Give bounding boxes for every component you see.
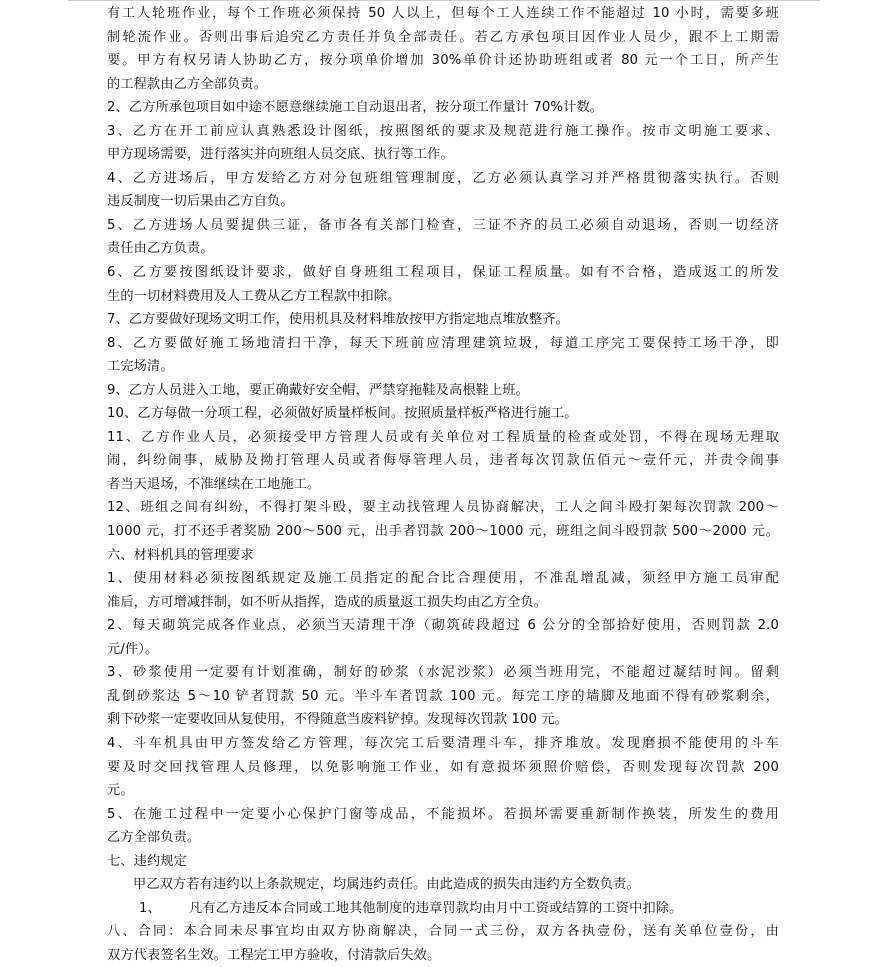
text-line: 要。甲方有权另请人协助乙方，按分项单价增加 30%单价计还协助班组或者 80 元一个工日，所产生 [107, 53, 779, 69]
text-line: 8、乙方要做好施工场地清扫干净，每天下班前应清理建筑垃圾，每道工序完工要保持工场干净，即 [107, 335, 779, 351]
text-line: 双方代表签名生效。工程完工甲方验收，付清款后失效。 [107, 947, 441, 963]
text-line: 2、每天砌筑完成各作业点，必须当天清理干净（砌筑砖段超过 6 公分的全部拾好使用，否则罚款 2.0 [107, 618, 779, 634]
text-line: 12、班组之间有纠纷，不得打架斗殴，要主动找管理人员协商解决，工人之间斗殴打架每次罚款 200～ [107, 500, 779, 516]
text-line: 3、砂浆使用一定要有计划准确，制好的砂浆（水泥沙浆）必须当班用完，不能超过凝结时间。留剩 [107, 665, 779, 681]
text-line: 责任由乙方负责。 [107, 241, 214, 257]
item-text: 凡有乙方违反本合同或工地其他制度的违章罚款均由月中工资或结算的工资中扣除。 [189, 900, 683, 916]
text-line: 2、乙方所承包项目如中途不愿意继续施工自动退出者，按分项工作量计 70%计数。 [107, 100, 604, 116]
text-line: 六、材料机具的管理要求 [107, 547, 254, 563]
text-line: 7、乙方要做好现场文明工作，使用机具及材料堆放按甲方指定地点堆放整齐。 [107, 312, 570, 328]
text-line: 七、违约规定 [107, 853, 188, 869]
text-line: 八、合同：本合同未尽事宜均由双方协商解决，合同一式三份，双方各执壹份，送有关单位壹份，由 [107, 924, 779, 940]
text-line: 闹，纠纷闹事，威胁及拗打管理人员或者侮辱管理人员，违者每次罚款伍佰元～壹仟元，并责令闹事 [107, 453, 779, 469]
text-line: 1、使用材料必须按图纸规定及施工员指定的配合比合理使用，不准乱增乱减，须经甲方施工员审配 [107, 571, 779, 587]
text-line: 9、乙方人员进入工地，要正确戴好安全帽，严禁穿拖鞋及高根鞋上班。 [107, 382, 529, 398]
text-line: 生的一切材料费用及人工费从乙方工程款中扣除。 [107, 288, 401, 304]
text-line: 工完场清。 [107, 359, 174, 375]
text-line: 剩下砂浆一定要收回从复使用，不得随意当废料铲掉。发现每次罚款 100 元。 [107, 712, 569, 728]
text-line: 的工程款由乙方全部负责。 [107, 76, 268, 92]
text-line: 甲方现场需要，进行落实并向班组人员交底、执行等工作。 [107, 147, 454, 163]
text-line: 元/件）。 [107, 641, 159, 657]
item-number: 1、 [139, 900, 161, 916]
text-line: 乱倒砂浆达 5～10 铲者罚款 50 元。半斗车者罚款 100 元。每完工序的墙脚及地面不得有砂浆剩余， [107, 688, 779, 704]
document-body [107, 2, 779, 967]
text-line: 5、在施工过程中一定要小心保护门窗等成品，不能损坏。若损坏需要重新制作换装，所发生的费用 [107, 806, 779, 822]
text-line: 3、乙方在开工前应认真熟悉设计图纸，按照图纸的要求及规范进行施工操作。按市文明施工要求、 [107, 123, 779, 139]
text-line: 5、乙方进场人员要提供三证，备市各有关部门检查，三证不齐的员工必须自动退场，否则一切经济 [107, 217, 779, 233]
text-line: 违反制度一切后果由乙方自负。 [107, 194, 294, 210]
text-line: 4、斗车机具由甲方签发给乙方管理，每次完工后要清理斗车，排齐堆放。发现磨损不能使用的斗车 [107, 735, 779, 751]
text-line: 准后，方可增减拌制，如不听从指挥，造成的质量返工损失均由乙方全负。 [107, 594, 548, 610]
text-line: 4、乙方进场后，甲方发给乙方对分包班组管理制度，乙方必须认真学习并严格贯彻落实执行。否则 [107, 170, 779, 186]
text-line: 者当天退场，不准继续在工地施工。 [107, 476, 321, 492]
text-line: 11、乙方作业人员，必须接受甲方管理人员或有关单位对工程质量的检查或处罚，不得在现场无理取 [107, 429, 779, 445]
text-line: 1000 元，打不还手者奖励 200～500 元，出手者罚款 200～1000 元，班组之间斗殴罚款 500～2000 元。 [107, 524, 779, 540]
text-line: 要及时交回找管理人员修理，以免影响施工作业，如有意损坏须照价赔偿，否则发现每次罚款 200 [107, 759, 779, 775]
text-line: 有工人轮班作业，每个工作班必须保持 50 人以上，但每个工人连续工作不能超过 10 小时，需要多班 [107, 6, 779, 21]
text-line: 乙方全部负责。 [107, 830, 201, 846]
text-line: 10、乙方每做一分项工程，必须做好质量样板间。按照质量样板严格进行施工。 [107, 406, 578, 422]
top-rule [68, 0, 820, 1]
text-line [107, 897, 779, 921]
text-line: 制轮流作业。否则出事后追究乙方责任并负全部责任。若乙方承包项目因作业人员少，跟不上工期需 [107, 29, 779, 45]
text-line: 6、乙方要按图纸设计要求，做好自身班组工程项目，保证工程质量。如有不合格，造成返工的所发 [107, 265, 779, 281]
text-line: 元。 [107, 783, 134, 799]
text-line: 甲乙双方若有违约以上条款规定，均属违约责任。由此造成的损失由违约方全数负责。 [133, 877, 640, 893]
